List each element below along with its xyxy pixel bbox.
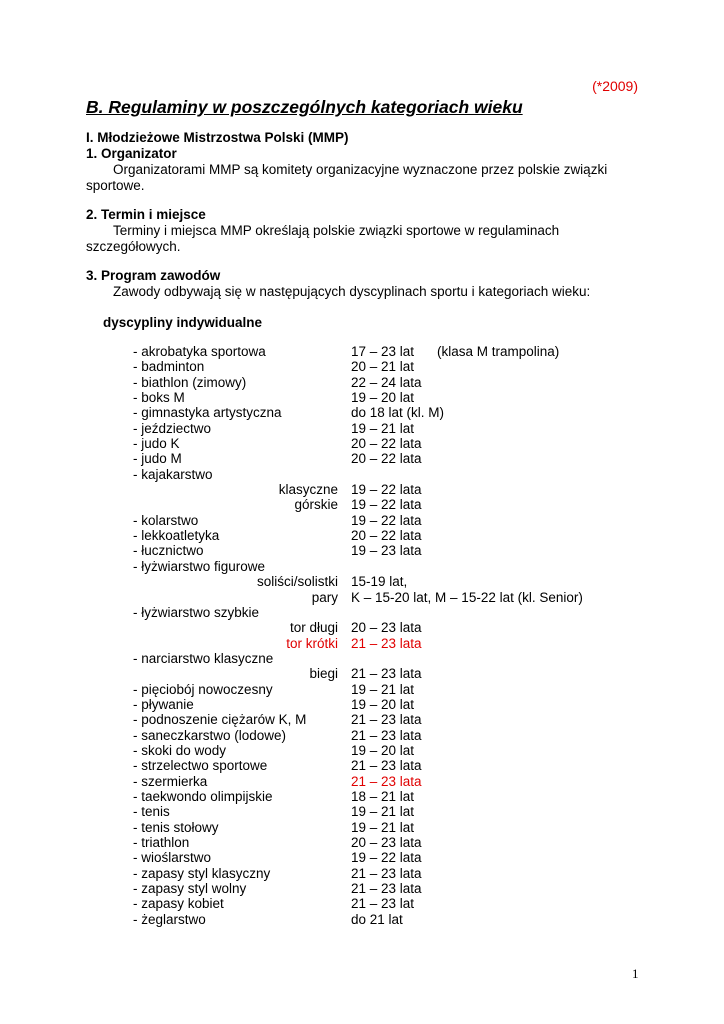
discipline-age: 19 – 22 lata	[351, 497, 422, 513]
discipline-row	[133, 451, 653, 466]
discipline-age: 19 – 21 lat	[351, 420, 415, 436]
discipline-row	[133, 850, 653, 865]
discipline-row	[133, 344, 653, 359]
discipline-row	[133, 513, 653, 528]
discipline-row	[133, 866, 653, 881]
discipline-age: 21 – 23 lata	[351, 758, 422, 774]
discipline-age: do 21 lat	[351, 911, 403, 927]
discipline-age: 21 – 23 lata	[351, 881, 422, 897]
discipline-name: - pięciobój nowoczesny	[133, 681, 273, 697]
discipline-name: - badminton	[133, 359, 205, 375]
discipline-row	[133, 666, 653, 681]
discipline-name: - lekkoatletyka	[133, 528, 220, 544]
discipline-subcategory: tor krótki	[286, 635, 338, 651]
discipline-row	[133, 390, 653, 405]
discipline-row	[133, 651, 653, 666]
discipline-row	[133, 559, 653, 574]
term-heading: 2. Termin i miejsce	[86, 207, 206, 222]
discipline-name: - gimnastyka artystyczna	[133, 405, 282, 421]
organizer-paragraph	[86, 162, 638, 194]
discipline-subcategory: klasyczne	[278, 482, 338, 498]
discipline-age: 21 – 23 lat	[351, 896, 415, 912]
discipline-name: - wioślarstwo	[133, 850, 212, 866]
discipline-age: 21 – 23 lata	[351, 727, 422, 743]
discipline-age: 20 – 22 lata	[351, 528, 422, 544]
discipline-name: - szermierka	[133, 773, 208, 789]
discipline-subcategory: soliści/solistki	[256, 574, 338, 590]
discipline-row	[133, 881, 653, 896]
section-heading-mmp: I. Młodzieżowe Mistrzostwa Polski (MMP)	[86, 130, 349, 145]
page-number: 1	[632, 966, 639, 981]
discipline-name: - tenis	[133, 804, 170, 820]
discipline-age: K – 15-20 lat, M – 15-22 lat (kl. Senior)	[351, 589, 583, 605]
discipline-row	[133, 682, 653, 697]
discipline-age: 21 – 23 lata	[351, 635, 422, 651]
discipline-name: - zapasy kobiet	[133, 896, 224, 912]
discipline-name: - biathlon (zimowy)	[133, 374, 247, 390]
discipline-row	[133, 359, 653, 374]
discipline-name: - strzelectwo sportowe	[133, 758, 268, 774]
discipline-row	[133, 896, 653, 911]
discipline-row	[133, 405, 653, 420]
discipline-name: - narciarstwo klasyczne	[133, 650, 274, 666]
term-text-line2: szczegółowych.	[86, 239, 181, 254]
discipline-row	[133, 912, 653, 927]
discipline-row	[133, 497, 653, 512]
discipline-name: - tenis stołowy	[133, 819, 219, 835]
discipline-row	[133, 620, 653, 635]
discipline-row	[133, 697, 653, 712]
discipline-name: - kolarstwo	[133, 512, 199, 528]
discipline-row	[133, 605, 653, 620]
discipline-name: - łyżwiarstwo figurowe	[133, 558, 266, 574]
discipline-subcategory: pary	[311, 589, 338, 605]
discipline-row	[133, 436, 653, 451]
discipline-age: 21 – 23 lata	[351, 712, 422, 728]
individual-disciplines-heading: dyscypliny indywidualne	[103, 315, 263, 330]
discipline-age: do 18 lat (kl. M)	[351, 405, 445, 421]
discipline-name: - skoki do wody	[133, 742, 227, 758]
year-note: (*2009)	[592, 78, 638, 94]
discipline-row	[133, 636, 653, 651]
discipline-age: 20 – 23 lata	[351, 620, 422, 636]
discipline-subcategory: tor długi	[289, 620, 338, 636]
discipline-age: 20 – 22 lata	[351, 436, 422, 452]
discipline-age: 19 – 20 lat	[351, 742, 415, 758]
discipline-age: 19 – 21 lat	[351, 681, 415, 697]
term-paragraph	[86, 223, 638, 255]
discipline-name: - judo M	[133, 451, 182, 467]
discipline-age: 20 – 23 lata	[351, 835, 422, 850]
discipline-row	[133, 789, 653, 804]
discipline-row	[133, 774, 653, 789]
discipline-row	[133, 375, 653, 390]
program-heading: 3. Program zawodów	[86, 268, 221, 283]
discipline-row	[133, 482, 653, 497]
discipline-age: 20 – 21 lat	[351, 359, 415, 375]
discipline-name: - żeglarstwo	[133, 911, 206, 927]
discipline-name: - zapasy styl klasyczny	[133, 865, 271, 881]
discipline-age: 20 – 22 lata	[351, 451, 422, 467]
organizer-text-line1: Organizatorami MMP są komitety organizacyjne wyznaczone przez polskie związki	[113, 162, 608, 177]
discipline-row	[133, 467, 653, 482]
discipline-name: - akrobatyka sportowa	[133, 344, 266, 359]
document-title: B. Regulaminy w poszczególnych kategoriach wieku	[86, 97, 523, 117]
organizer-heading: 1. Organizator	[86, 146, 177, 161]
discipline-name: - triathlon	[133, 835, 190, 850]
discipline-age: 19 – 22 lata	[351, 850, 422, 866]
discipline-age: 17 – 23 lat	[351, 344, 415, 359]
discipline-age: 21 – 23 lata	[351, 865, 422, 881]
discipline-subcategory: górskie	[294, 497, 338, 513]
discipline-row	[133, 758, 653, 773]
discipline-age: 19 – 21 lat	[351, 819, 415, 835]
discipline-row	[133, 421, 653, 436]
discipline-list	[133, 344, 653, 927]
program-text: Zawody odbywają się w następujących dyscyplinach sportu i kategoriach wieku:	[113, 284, 591, 299]
discipline-name: - podnoszenie ciężarów K, M	[133, 712, 307, 728]
discipline-age: 21 – 23 lata	[351, 666, 422, 682]
discipline-row	[133, 543, 653, 558]
discipline-row	[133, 712, 653, 727]
discipline-age: 18 – 21 lat	[351, 788, 415, 804]
discipline-name: - łyżwiarstwo szybkie	[133, 604, 260, 620]
discipline-row	[133, 728, 653, 743]
discipline-age: 19 – 20 lat	[351, 390, 415, 406]
discipline-row	[133, 590, 653, 605]
discipline-age: 19 – 22 lata	[351, 512, 422, 528]
discipline-row	[133, 804, 653, 819]
discipline-row	[133, 574, 653, 589]
discipline-name: - jeździectwo	[133, 420, 212, 436]
discipline-age: 19 – 20 lat	[351, 696, 415, 712]
discipline-row	[133, 528, 653, 543]
discipline-name: - boks M	[133, 390, 185, 406]
discipline-age: 19 – 21 lat	[351, 804, 415, 820]
discipline-name: - pływanie	[133, 696, 194, 712]
discipline-row	[133, 820, 653, 835]
discipline-subcategory: biegi	[309, 666, 338, 682]
discipline-name: - zapasy styl wolny	[133, 881, 247, 897]
discipline-row	[133, 743, 653, 758]
discipline-row	[133, 835, 653, 850]
discipline-name: - łucznictwo	[133, 543, 204, 559]
discipline-age: 21 – 23 lata	[351, 773, 422, 789]
term-text-line1: Terminy i miejsca MMP określają polskie związki sportowe w regulaminach	[113, 223, 560, 238]
discipline-note: (klasa M trampolina)	[437, 344, 560, 359]
discipline-name: - saneczkarstwo (lodowe)	[133, 727, 287, 743]
discipline-name: - kajakarstwo	[133, 466, 213, 482]
discipline-age: 19 – 23 lata	[351, 543, 422, 559]
discipline-age: 19 – 22 lata	[351, 482, 422, 498]
discipline-name: - taekwondo olimpijskie	[133, 788, 273, 804]
discipline-age: 22 – 24 lata	[351, 374, 422, 390]
discipline-name: - judo K	[133, 436, 180, 452]
organizer-text-line2: sportowe.	[86, 178, 145, 193]
discipline-age: 15-19 lat,	[351, 574, 408, 590]
